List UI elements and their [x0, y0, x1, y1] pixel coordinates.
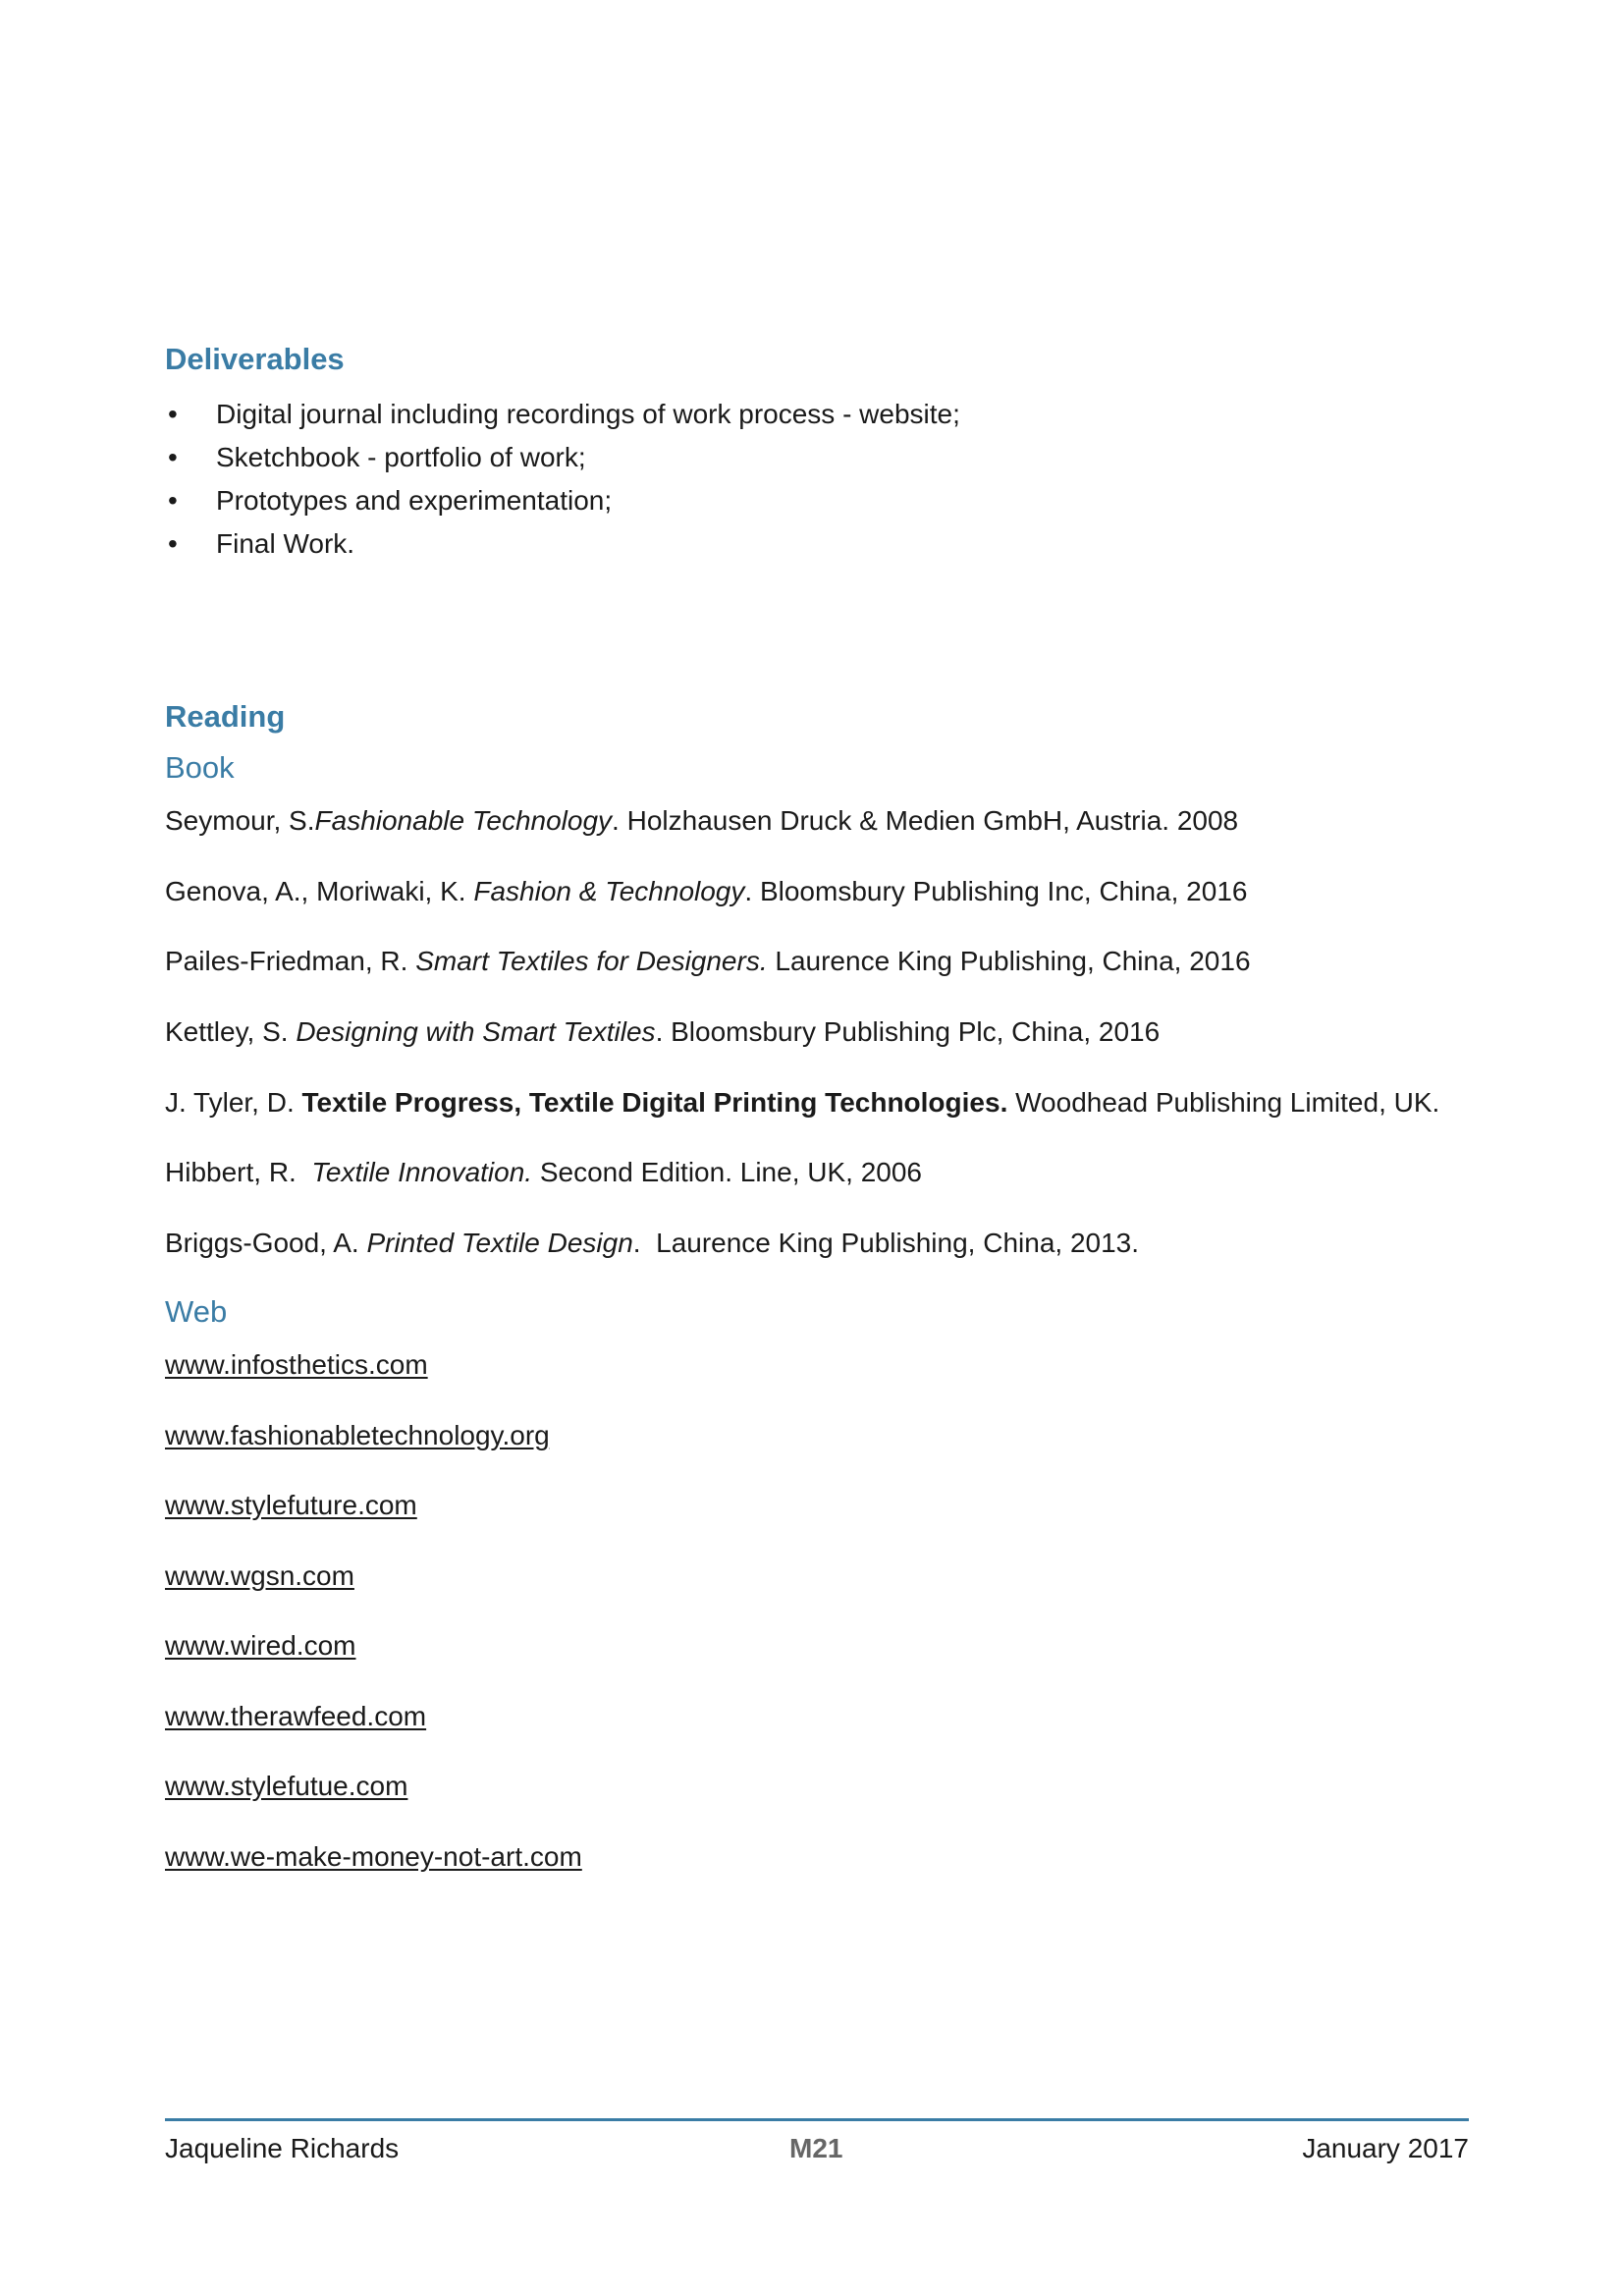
web-link[interactable]: www.we-make-money-not-art.com [165, 1841, 582, 1872]
book-reference: Kettley, S. Designing with Smart Textiles. Bloomsbury Publishing Plc, China, 2016 [165, 1016, 1161, 1047]
bullet-icon: • [168, 528, 178, 559]
book-reference: Briggs-Good, A. Printed Textile Design. Laurence King Publishing, China, 2013. [165, 1228, 1140, 1258]
web-link[interactable]: www.stylefuture.com [165, 1490, 417, 1520]
list-item: • Prototypes and experimentation; [165, 479, 960, 522]
bullet-icon: • [168, 485, 178, 516]
list-item: • Digital journal including recordings of work process - website; [165, 393, 960, 436]
web-link[interactable]: www.wired.com [165, 1630, 356, 1661]
book-reference: Hibbert, R. Textile Innovation. Second Edition. Line, UK, 2006 [165, 1157, 922, 1187]
book-subheading: Book [165, 750, 235, 785]
footer-date: January 2017 [1302, 2133, 1469, 2163]
list-item: • Final Work. [165, 522, 960, 566]
list-item: • Sketchbook - portfolio of work; [165, 436, 960, 479]
web-link[interactable]: www.infosthetics.com [165, 1349, 428, 1380]
web-link[interactable]: www.therawfeed.com [165, 1701, 427, 1731]
footer-divider [165, 2118, 1469, 2121]
book-reference: Genova, A., Moriwaki, K. Fashion & Technology. Bloomsbury Publishing Inc, China, 2016 [165, 876, 1248, 906]
footer-module-code: M21 [789, 2133, 843, 2163]
book-reference: Seymour, S.Fashionable Technology. Holzhausen Druck & Medien GmbH, Austria. 2008 [165, 805, 1239, 836]
reading-heading: Reading [165, 699, 286, 734]
web-link[interactable]: www.wgsn.com [165, 1560, 354, 1591]
footer-author: Jaqueline Richards [165, 2133, 400, 2163]
book-reference: Pailes-Friedman, R. Smart Textiles for Designers. Laurence King Publishing, China, 2016 [165, 946, 1251, 976]
bullet-icon: • [168, 399, 178, 429]
web-subheading: Web [165, 1294, 228, 1329]
deliverables-heading: Deliverables [165, 342, 345, 376]
web-link[interactable]: www.fashionabletechnology.org [165, 1420, 550, 1450]
deliverables-list [165, 393, 960, 566]
bullet-icon: • [168, 442, 178, 472]
book-reference: J. Tyler, D. Textile Progress, Textile Digital Printing Technologies. Woodhead Publishing Limited, UK. [165, 1087, 1440, 1118]
web-link[interactable]: www.stylefutue.com [165, 1771, 408, 1801]
